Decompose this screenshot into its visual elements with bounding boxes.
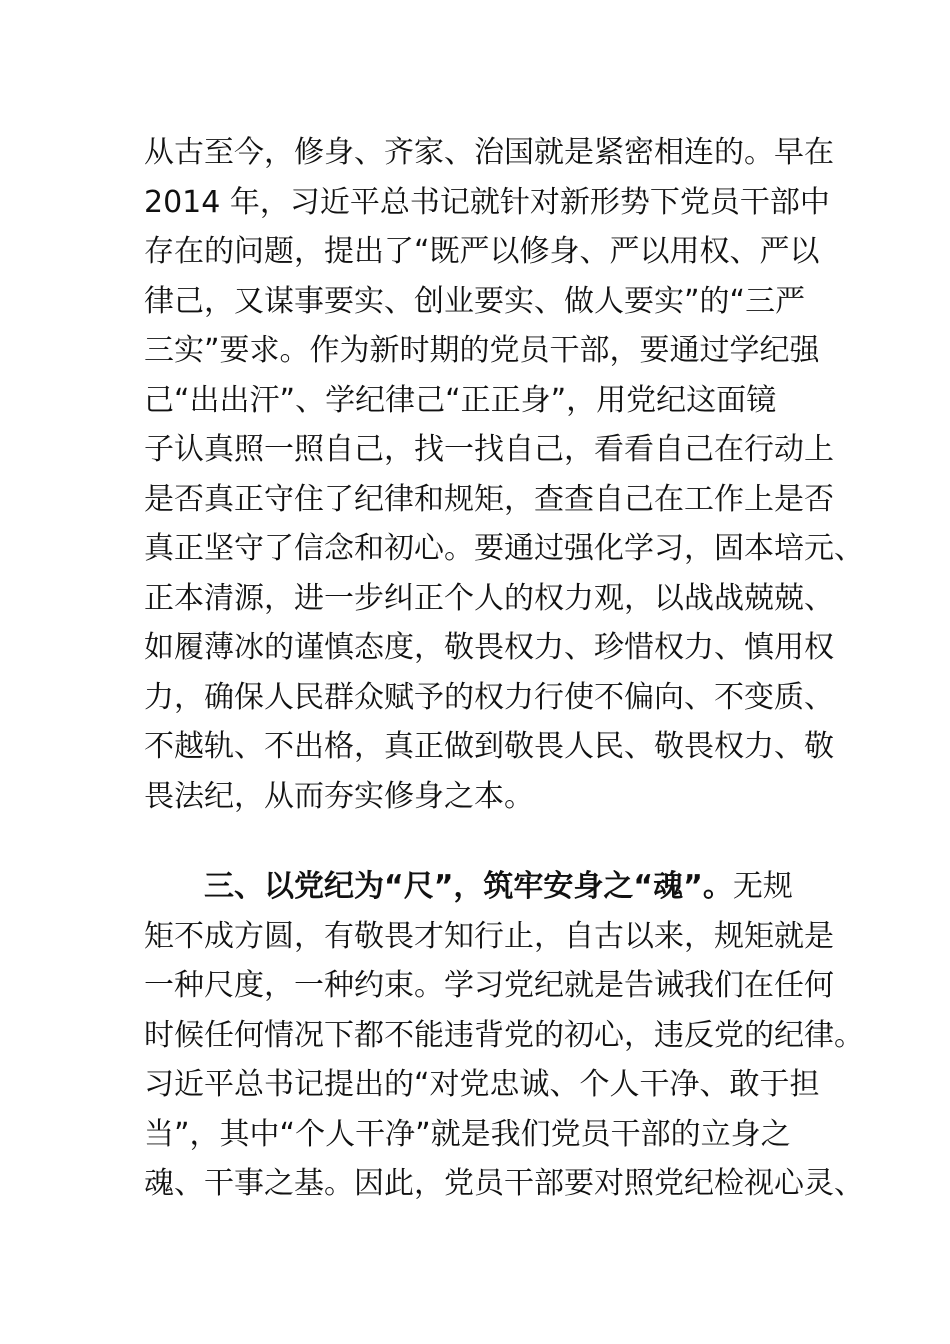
text-line: 当”，其中“个人干净”就是我们党员干部的立身之 [144,1116,791,1152]
paragraph-1 [144,128,864,821]
text-line: 三实”要求。作为新时期的党员干部，要通过学纪强 [144,333,820,368]
section-first-line-text: 无规 [732,869,793,904]
text-line: 如履薄冰的谨慎态度，敬畏权力、珍惜权力、慎用权 [144,630,834,665]
text-line: 存在的问题，提出了“既严以修身、严以用权、严以 [144,234,820,269]
text-line: 一种尺度，一种约束。学习党纪就是告诫我们在任何 [144,968,834,1003]
text-line: 己“出出汗”、学纪律己“正正身”，用党纪这面镜 [144,382,777,418]
text-line: 是否真正守住了纪律和规矩，查查自己在工作上是否 [144,481,834,517]
section-first-line [144,862,834,912]
text-line: 魂、干事之基。因此，党员干部要对照党纪检视心灵、 [144,1166,864,1201]
text-line: 子认真照一照自己，找一找自己，看看自己在行动上 [144,432,834,467]
text-line: 习近平总书记提出的“对党忠诚、个人干净、敢于担 [144,1067,820,1102]
text-line: 从古至今，修身、齐家、治国就是紧密相连的。早在 [144,135,834,170]
text-line: 矩不成方圆，有敬畏才知行止，自古以来，规矩就是 [144,918,834,954]
text-line: 律己，又谋事要实、创业要实、做人要实”的“三严 [144,283,806,319]
text-line: 正本清源，进一步纠正个人的权力观，以战战兢兢、 [144,580,834,616]
text-line: 真正坚守了信念和初心。要通过强化学习，固本培元、 [144,531,864,566]
text-line: 不越轨、不出格，真正做到敬畏人民、敬畏权力、敬 [144,729,834,764]
text-line: 力，确保人民群众赋予的权力行使不偏向、不变质、 [144,679,834,715]
text-line: 时候任何情况下都不能违背党的初心，违反党的纪律。 [144,1017,864,1053]
paragraph-2 [144,862,864,1209]
text-line: 畏法纪，从而夯实修身之本。 [144,778,534,814]
text-line: 2014 年，习近平总书记就针对新形势下党员干部中 [144,184,830,220]
section-heading: 三、以党纪为“尺”，筑牢安身之“魂”。 [204,869,733,904]
